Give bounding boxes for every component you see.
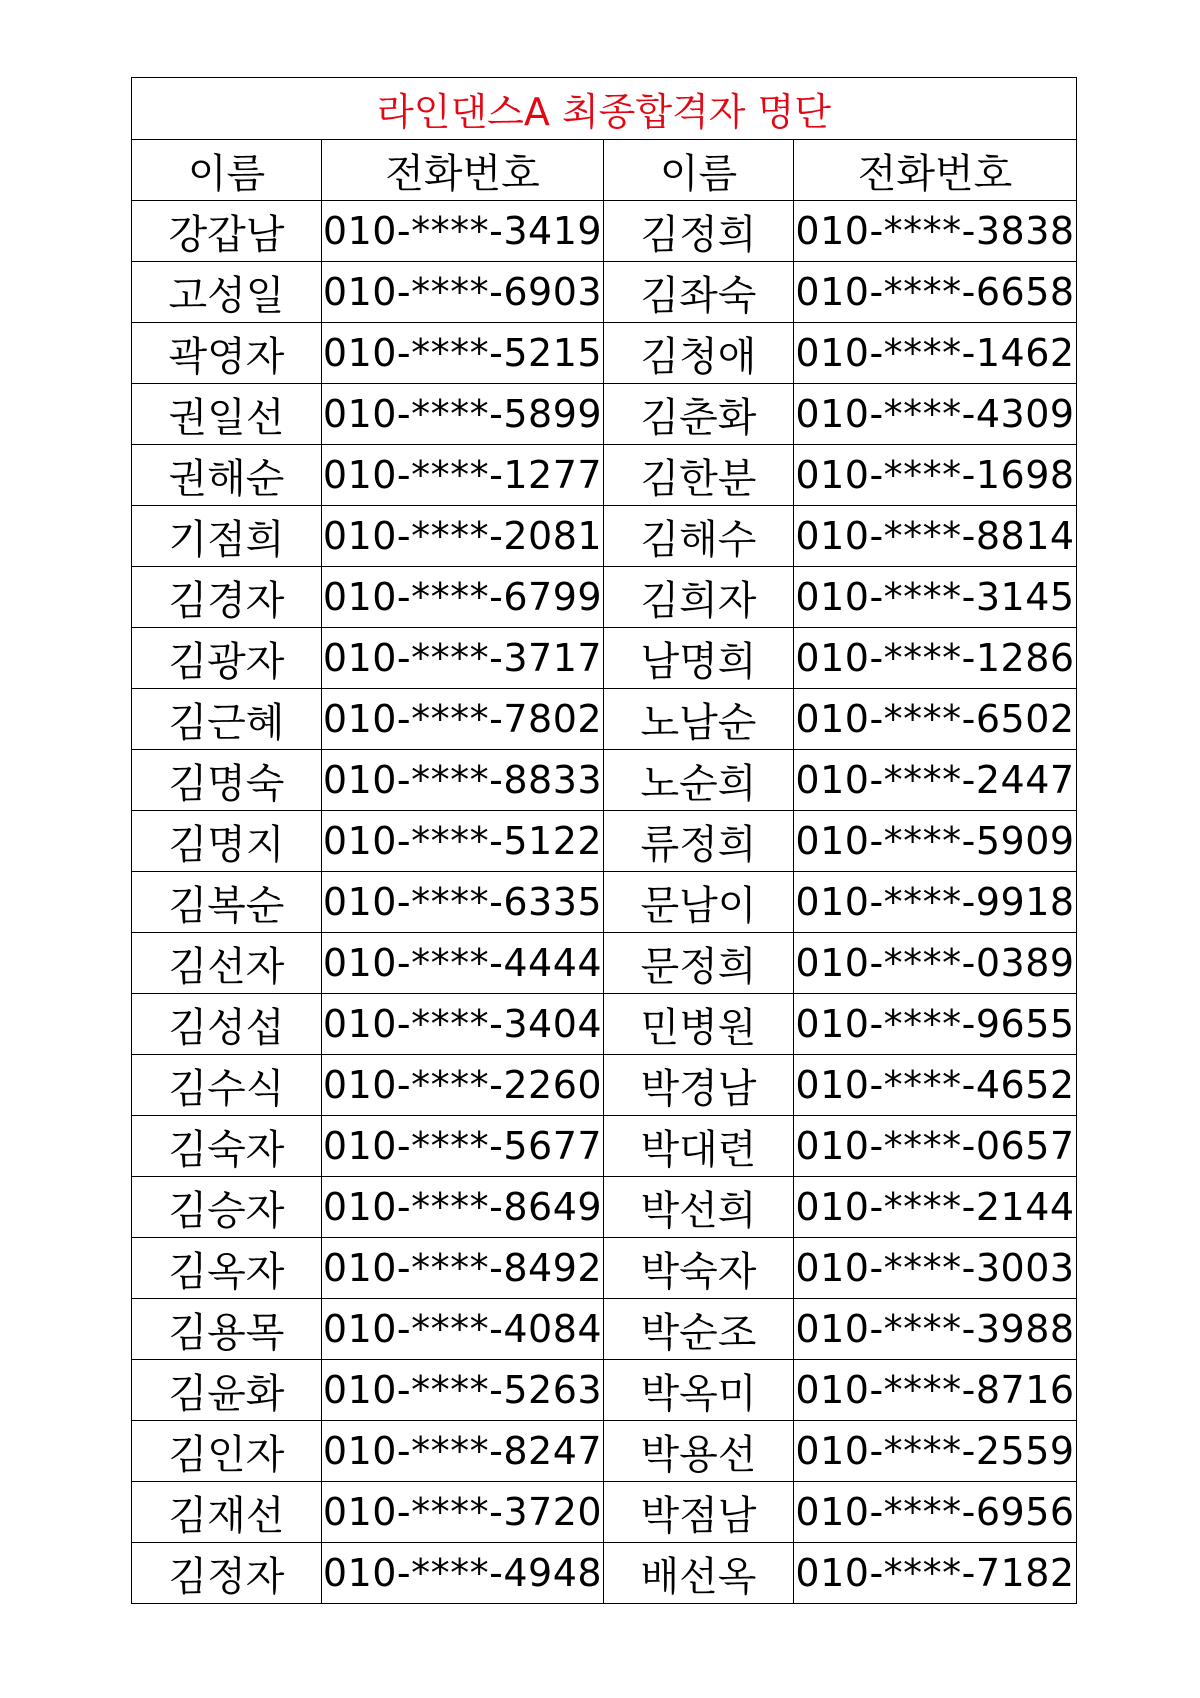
left-phone-cell: 010-****-2081 [322, 506, 604, 567]
right-phone-cell: 010-****-4652 [794, 1055, 1077, 1116]
header-name-left: 이름 [132, 140, 322, 201]
right-name-cell: 박옥미 [604, 1360, 794, 1421]
left-name-cell: 김숙자 [132, 1116, 322, 1177]
left-phone-cell: 010-****-5677 [322, 1116, 604, 1177]
right-name-cell: 박숙자 [604, 1238, 794, 1299]
right-phone-cell: 010-****-3838 [794, 201, 1077, 262]
left-name-cell: 김승자 [132, 1177, 322, 1238]
right-name-cell: 박순조 [604, 1299, 794, 1360]
left-phone-cell: 010-****-3419 [322, 201, 604, 262]
right-phone-cell: 010-****-2559 [794, 1421, 1077, 1482]
right-phone-cell: 010-****-8814 [794, 506, 1077, 567]
left-phone-cell: 010-****-4444 [322, 933, 604, 994]
left-name-cell: 김윤화 [132, 1360, 322, 1421]
left-phone-cell: 010-****-5122 [322, 811, 604, 872]
header-row [132, 140, 1077, 201]
right-name-cell: 김해수 [604, 506, 794, 567]
right-name-cell: 김정희 [604, 201, 794, 262]
left-phone-cell: 010-****-8492 [322, 1238, 604, 1299]
left-name-cell: 김복순 [132, 872, 322, 933]
right-name-cell: 김청애 [604, 323, 794, 384]
left-name-cell: 고성일 [132, 262, 322, 323]
left-phone-cell: 010-****-4084 [322, 1299, 604, 1360]
table-row [132, 262, 1077, 323]
left-name-cell: 김용목 [132, 1299, 322, 1360]
left-name-cell: 김광자 [132, 628, 322, 689]
left-phone-cell: 010-****-8247 [322, 1421, 604, 1482]
right-phone-cell: 010-****-3003 [794, 1238, 1077, 1299]
header-name-right: 이름 [604, 140, 794, 201]
table-row [132, 994, 1077, 1055]
right-phone-cell: 010-****-9918 [794, 872, 1077, 933]
right-name-cell: 박선희 [604, 1177, 794, 1238]
right-name-cell: 김희자 [604, 567, 794, 628]
header-phone-right: 전화번호 [794, 140, 1077, 201]
right-name-cell: 남명희 [604, 628, 794, 689]
left-phone-cell: 010-****-3720 [322, 1482, 604, 1543]
right-name-cell: 박경남 [604, 1055, 794, 1116]
right-phone-cell: 010-****-3145 [794, 567, 1077, 628]
right-phone-cell: 010-****-9655 [794, 994, 1077, 1055]
left-name-cell: 김명숙 [132, 750, 322, 811]
right-phone-cell: 010-****-0657 [794, 1116, 1077, 1177]
right-name-cell: 문정희 [604, 933, 794, 994]
roster-body [132, 201, 1077, 1604]
left-phone-cell: 010-****-3717 [322, 628, 604, 689]
table-row [132, 1299, 1077, 1360]
left-name-cell: 기점희 [132, 506, 322, 567]
title-row [132, 78, 1077, 140]
left-phone-cell: 010-****-7802 [322, 689, 604, 750]
table-row [132, 628, 1077, 689]
table-row [132, 872, 1077, 933]
right-name-cell: 박점남 [604, 1482, 794, 1543]
left-phone-cell: 010-****-4948 [322, 1543, 604, 1604]
left-name-cell: 곽영자 [132, 323, 322, 384]
left-name-cell: 김재선 [132, 1482, 322, 1543]
right-phone-cell: 010-****-7182 [794, 1543, 1077, 1604]
right-phone-cell: 010-****-6658 [794, 262, 1077, 323]
table-title: 라인댄스A 최종합격자 명단 [132, 78, 1077, 140]
left-name-cell: 김근혜 [132, 689, 322, 750]
left-name-cell: 김옥자 [132, 1238, 322, 1299]
right-name-cell: 박대련 [604, 1116, 794, 1177]
table-row [132, 1055, 1077, 1116]
right-phone-cell: 010-****-1698 [794, 445, 1077, 506]
right-name-cell: 류정희 [604, 811, 794, 872]
right-phone-cell: 010-****-1286 [794, 628, 1077, 689]
right-phone-cell: 010-****-4309 [794, 384, 1077, 445]
right-phone-cell: 010-****-2144 [794, 1177, 1077, 1238]
table-row [132, 811, 1077, 872]
left-phone-cell: 010-****-1277 [322, 445, 604, 506]
right-name-cell: 배선옥 [604, 1543, 794, 1604]
right-name-cell: 김좌숙 [604, 262, 794, 323]
left-phone-cell: 010-****-8833 [322, 750, 604, 811]
right-phone-cell: 010-****-1462 [794, 323, 1077, 384]
table-row [132, 201, 1077, 262]
table-row [132, 567, 1077, 628]
left-name-cell: 김성섭 [132, 994, 322, 1055]
right-phone-cell: 010-****-0389 [794, 933, 1077, 994]
roster-table [131, 77, 1077, 1604]
left-name-cell: 김정자 [132, 1543, 322, 1604]
left-phone-cell: 010-****-8649 [322, 1177, 604, 1238]
right-name-cell: 김춘화 [604, 384, 794, 445]
left-phone-cell: 010-****-6799 [322, 567, 604, 628]
left-phone-cell: 010-****-6903 [322, 262, 604, 323]
table-row [132, 1360, 1077, 1421]
table-row [132, 1543, 1077, 1604]
right-name-cell: 박용선 [604, 1421, 794, 1482]
right-phone-cell: 010-****-5909 [794, 811, 1077, 872]
right-name-cell: 노순희 [604, 750, 794, 811]
right-phone-cell: 010-****-6502 [794, 689, 1077, 750]
table-row [132, 689, 1077, 750]
table-row [132, 1177, 1077, 1238]
right-phone-cell: 010-****-2447 [794, 750, 1077, 811]
left-phone-cell: 010-****-5263 [322, 1360, 604, 1421]
right-name-cell: 김한분 [604, 445, 794, 506]
table-row [132, 506, 1077, 567]
left-name-cell: 김명지 [132, 811, 322, 872]
right-phone-cell: 010-****-8716 [794, 1360, 1077, 1421]
left-name-cell: 김수식 [132, 1055, 322, 1116]
table-row [132, 445, 1077, 506]
left-name-cell: 권일선 [132, 384, 322, 445]
left-phone-cell: 010-****-3404 [322, 994, 604, 1055]
right-name-cell: 노남순 [604, 689, 794, 750]
left-name-cell: 김선자 [132, 933, 322, 994]
table-row [132, 1482, 1077, 1543]
table-row [132, 1116, 1077, 1177]
left-phone-cell: 010-****-5899 [322, 384, 604, 445]
left-phone-cell: 010-****-5215 [322, 323, 604, 384]
left-phone-cell: 010-****-2260 [322, 1055, 604, 1116]
table-row [132, 933, 1077, 994]
table-row [132, 384, 1077, 445]
left-name-cell: 김인자 [132, 1421, 322, 1482]
left-name-cell: 권해순 [132, 445, 322, 506]
right-phone-cell: 010-****-3988 [794, 1299, 1077, 1360]
left-name-cell: 강갑남 [132, 201, 322, 262]
table-row [132, 750, 1077, 811]
table-row [132, 1238, 1077, 1299]
table-row [132, 323, 1077, 384]
table-row [132, 1421, 1077, 1482]
header-phone-left: 전화번호 [322, 140, 604, 201]
left-name-cell: 김경자 [132, 567, 322, 628]
left-phone-cell: 010-****-6335 [322, 872, 604, 933]
right-phone-cell: 010-****-6956 [794, 1482, 1077, 1543]
right-name-cell: 민병원 [604, 994, 794, 1055]
right-name-cell: 문남이 [604, 872, 794, 933]
